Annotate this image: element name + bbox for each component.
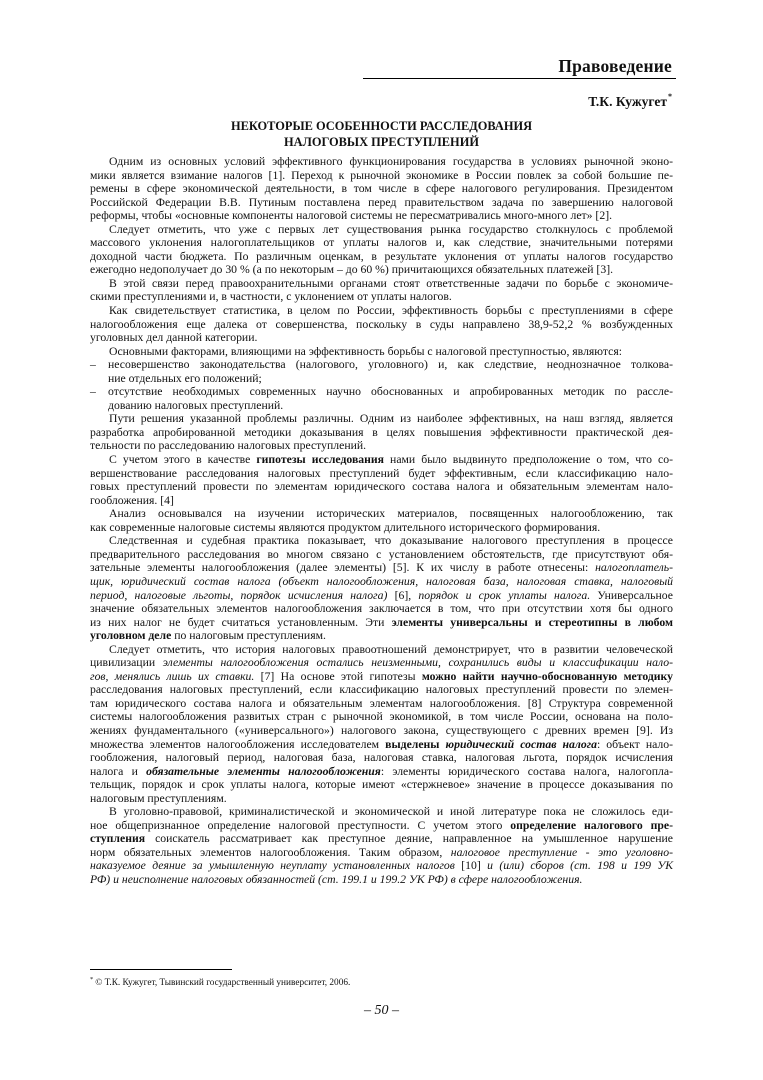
text-line [90, 738, 673, 752]
text-line: Анализ основывался на изучении исторических материалов, посвященных налогообложению, так [109, 507, 673, 521]
article-title-line: НАЛОГОВЫХ ПРЕСТУПЛЕНИЙ [284, 134, 479, 149]
text-line [90, 832, 673, 846]
list-dash: – [90, 385, 96, 399]
text-line [90, 819, 673, 833]
text-line: ремены в сфере экономической деятельности, в том числе в сфере налогового регулирования. Президентом [90, 182, 673, 196]
text-line: Следует отметить, что история налоговых правоотношений демонстрирует, что в развитии человеческой [109, 642, 673, 656]
text-line: мики является взимание налогов [1]. Переход к рыночной экономике в России повлек за собой большие пе- [90, 168, 673, 182]
text-line [90, 765, 673, 779]
text-line: несовершенство законодательства (налогового, уголовного) и, как следствие, неоднозначное толкова- [108, 358, 673, 372]
text-line: Пути решения указанной проблемы различны. Одним из наиболее эффективных, на наш взгляд, является [109, 412, 673, 426]
text-line [90, 873, 673, 887]
emphasis-bold: ступления [90, 832, 146, 846]
text-line: массового уклонения налогоплательщиков от уплаты налогов и, как следствие, значительными потерями [90, 236, 673, 250]
text-line: В этой связи перед правоохранительными органами стоят ответственные задачи по борьбе с экономиче- [109, 276, 673, 290]
author-text: Т.К. Кужугет [588, 94, 667, 109]
text-span: цивилизации [90, 656, 163, 670]
text-line: дованию налоговых преступлений. [108, 398, 284, 412]
text-line: налоговым преступлениям. [90, 791, 227, 805]
text-span: С учетом этого в качестве [109, 453, 257, 467]
text-line: Как свидетельствует статистика, в целом по России, эффективность борьбы с преступлениями в сфере [109, 304, 673, 318]
text-span: по налоговым преступлениям. [171, 629, 326, 643]
emphasis-bold: гипотезы исследования [256, 453, 385, 467]
author-name [588, 92, 672, 110]
text-span: [10] [454, 859, 488, 873]
text-line: системы налогообложения развитых стран с рыночной экономикой, в том числе России, основана на поло- [90, 710, 673, 724]
list-item [90, 358, 673, 372]
text-line [90, 629, 673, 643]
text-line: вершенствование расследования налоговых преступлений будет эффективным, если классификацию нало- [90, 466, 673, 480]
text-line: доходной части бюджета. По различным оценкам, в результате уклонения от уплаты налогов государство [90, 249, 673, 263]
text-span: [6], [387, 588, 419, 602]
author-footnote-mark: * [668, 92, 672, 101]
emphasis-bold: можно найти научно-обоснованную методику [421, 669, 673, 683]
emphasis-bold: выделены [385, 737, 446, 751]
text-line: говых преступлений провести по элементам юридического состава налога и обязательным элементам нало- [90, 480, 673, 494]
emphasis-italic: элементы налогообложения остались неизменными, сохранились виды и классификации нало- [162, 656, 673, 670]
text-span: зательные элементы налогообложения (далее элементы) [5]. К их числу в работе отнесены: [90, 561, 596, 575]
text-line: налогообложения еще далека от совершенства, поскольку в суды направлено 38,9-52,2 % возбужденных [90, 317, 673, 331]
text-line: тельности по расследованию налоговых преступлений. [90, 439, 367, 453]
text-line: там юридического состава налога и обязательным элементам налогообложения. [8] Структура современной [90, 696, 673, 710]
article-body [90, 155, 673, 887]
text-line [90, 616, 673, 630]
emphasis-italic: порядок и срок уплаты налога. [418, 588, 591, 602]
text-span: множества элементов налогообложения исследователем [90, 737, 386, 751]
text-span: норм обязательных элементов налогообложения. Таким образом, [90, 845, 451, 859]
text-line: разработка апробированной методики доказывания в целях повышения эффективности практической дея- [90, 425, 673, 439]
emphasis-bold: элементы универсальны и стереотипны в любом [391, 615, 673, 629]
text-span: [7] На основе этой гипотезы [254, 669, 422, 683]
text-line: уголовных дел данной категории. [90, 331, 258, 345]
text-line: Следственная и судебная практика показывает, что доказывание налогового преступления в процессе [109, 534, 673, 548]
emphasis-italic: гов, менялись лишь их ставки. [90, 669, 255, 683]
footnote-mark: * [90, 976, 94, 983]
text-line [90, 575, 673, 589]
text-span: соискатель рассматривает как преступное деяние, направленное на умышленное нарушение [145, 832, 673, 846]
text-line: гообложения, налоговый период, налоговая база, налоговая ставка, налоговая льгота, порядок исчисления [90, 751, 673, 765]
text-line [90, 670, 673, 684]
text-line [90, 846, 673, 860]
header-rule [363, 78, 676, 79]
text-line: жениях фундаментального («универсального») налогового закона, существующего с древних времен [9]. Из [90, 723, 673, 737]
text-line [90, 656, 673, 670]
footnote [90, 976, 350, 988]
text-line [90, 453, 673, 467]
text-line: расследования налоговых преступлений, если классификацию налоговых преступлений провести по элемен- [90, 683, 673, 697]
page-number: – 50 – [364, 1003, 399, 1018]
text-line: ние отдельных его положений; [108, 371, 262, 385]
journal-section-title: Правоведение [558, 56, 672, 76]
footnote-rule [90, 969, 232, 970]
text-line: как современные налоговые системы являются продуктом длительного исторического формирования. [90, 520, 601, 534]
text-line: Российской Федерации В.В. Путиным поставлена перед правительством задача по завершению налоговой [90, 195, 673, 209]
text-line: В уголовно-правовой, криминалистической и экономической и иной литературе пока не сложилось еди- [109, 805, 673, 819]
emphasis-italic: период, налоговые льготы, порядок исчисления налога) [90, 588, 388, 602]
text-line: предварительного расследования во многом связано с установлением обстоятельств, где присутствуют обя- [90, 547, 673, 561]
emphasis-bold: уголовном деле [90, 629, 172, 643]
text-line: скими преступлениями и, в частности, с уклонением от уплаты налогов. [90, 290, 452, 304]
text-line: отсутствие необходимых современных научно обоснованных и апробированных методик по рассле- [108, 385, 673, 399]
text-line: реформы, чтобы «основные компоненты налоговой системы не пересматривались много-много лет» [2]. [90, 209, 613, 223]
text-line: Следует отметить, что уже с первых лет существования рынка государство столкнулось с проблемой [109, 222, 673, 236]
text-span: Универсальное [590, 588, 673, 602]
text-span: из них налог не будет считаться установленным. Эти [90, 615, 392, 629]
text-line [90, 561, 673, 575]
text-line: тельщик, порядок и срок уплаты налога, которые имеют «стержневое» значение в процессе доказывания по [90, 778, 673, 792]
text-line: ежегодно недополучает до 30 % (а по некоторым – до 60 %) причитающихся обязательных платежей [3]. [90, 263, 614, 277]
emphasis-bold: определение налогового пре- [510, 818, 673, 832]
article-title [90, 119, 673, 150]
text-span: ное общепризнанное определение налоговой преступности. С учетом этого [90, 818, 511, 832]
emphasis-italic: налоговое преступление - это уголовно- [450, 845, 673, 859]
article-title-line: НЕКОТОРЫЕ ОСОБЕННОСТИ РАССЛЕДОВАНИЯ [230, 119, 533, 133]
emphasis-bold-italic: юридический состав налога [445, 737, 597, 751]
text-span: : элементы юридического состава налога, налогопла- [380, 764, 674, 778]
emphasis-italic: налогоплатель- [595, 561, 673, 575]
emphasis-bold-italic: обязательные элементы налогообложения [146, 764, 381, 778]
emphasis-italic: щик, юридический состав налога (объект налогообложения, налоговая база, налоговая ставка, налоговый [90, 574, 673, 588]
list-dash: – [90, 358, 96, 372]
text-line: значение обязательных элементов налогообложения заключается в том, что при отсутствии хотя бы одного [90, 602, 673, 616]
text-line [90, 589, 673, 603]
text-line: Основными факторами, влияющими на эффективность борьбы с налоговой преступностью, являются: [109, 344, 623, 358]
emphasis-italic: и (или) сборов (ст. 198 и 199 УК [487, 859, 673, 873]
footnote-text: © Т.К. Кужугет, Тывинский государственный университет, 2006. [95, 978, 351, 988]
emphasis-italic: наказуемое деяние за умышленную неуплату установленных налогов [90, 859, 455, 873]
text-line: Одним из основных условий эффективного функционирования государства в условиях рыночной эконо- [109, 155, 673, 168]
emphasis-italic: РФ) и неисполнение налоговых обязанностей (ст. 199.1 и 199.2 УК РФ) в сфере налогообложения. [90, 872, 583, 886]
list-item [90, 385, 673, 399]
text-line: гообложения. [4] [90, 493, 174, 507]
text-span: налога и [90, 764, 147, 778]
text-span: нами было выдвинуто предположение о том, что со- [384, 453, 673, 467]
text-span: : объект нало- [596, 737, 674, 751]
text-line [90, 859, 673, 873]
